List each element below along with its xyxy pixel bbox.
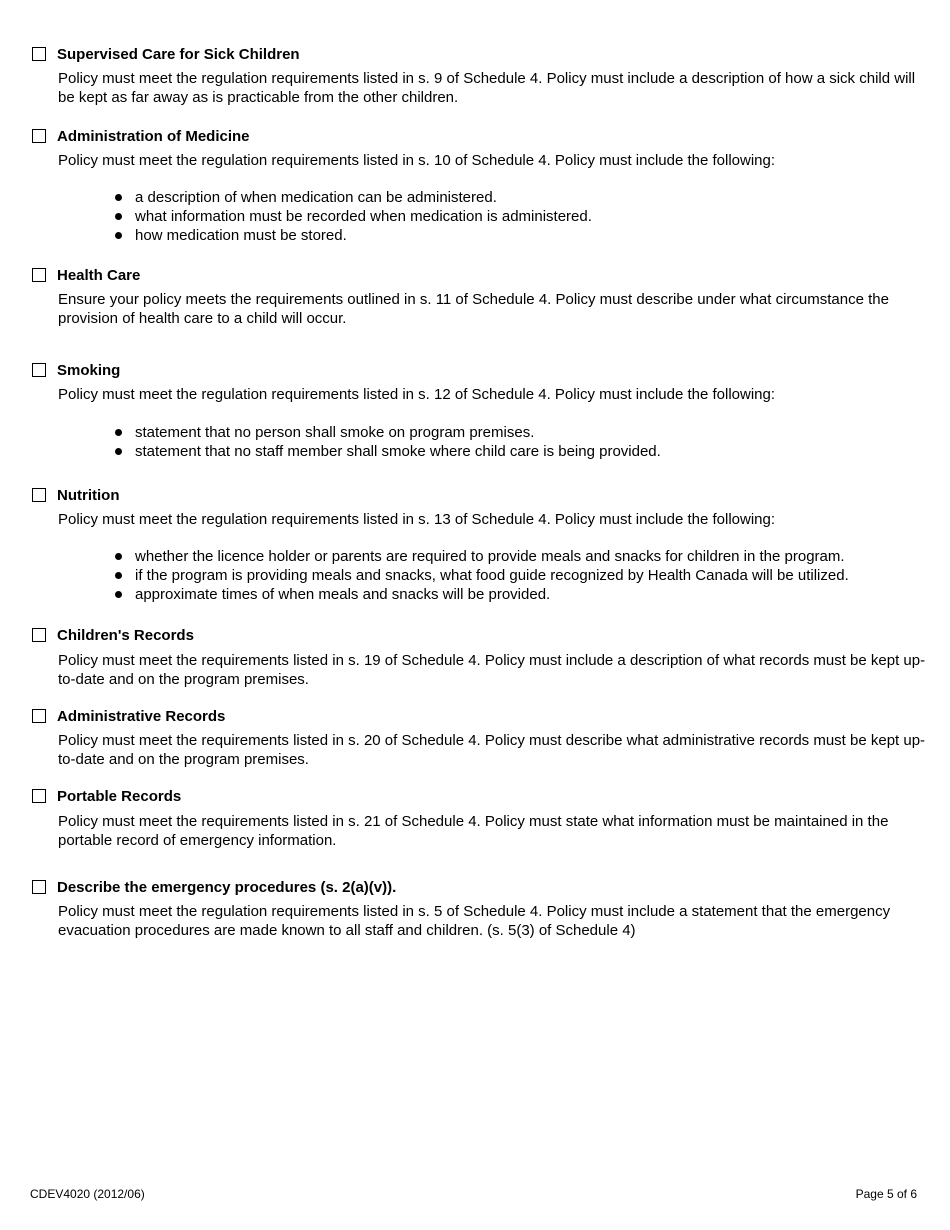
page-number: Page 5 of 6: [855, 1187, 917, 1201]
section-description: Policy must meet the regulation requirements listed in s. 5 of Schedule 4. Policy must include a statement that the emergency evacuation procedures are made known to all staff and children. (s. 5(3) of Schedule 4): [58, 903, 891, 939]
section-description: Policy must meet the requirements listed in s. 20 of Schedule 4. Policy must describe what administrative records must be kept up-to-date and on the program premises.: [58, 732, 926, 768]
bullet-icon: [115, 194, 122, 201]
section-health-care: [0, 267, 950, 328]
section-administrative-records: [0, 708, 950, 769]
section-heading-row: [0, 267, 950, 285]
list-item: what information must be recorded when medication is administered.: [135, 207, 950, 226]
section-title: Portable Records: [57, 788, 182, 805]
section-heading-row: [0, 46, 950, 64]
section-description: Ensure your policy meets the requirements outlined in s. 11 of Schedule 4. Policy must describe under what circumstance the provision of health care to a child will occur.: [58, 291, 889, 327]
bullet-icon: [115, 448, 122, 455]
section-smoking: [0, 362, 950, 461]
section-nutrition: [0, 487, 950, 604]
bullet-list: [135, 547, 950, 604]
bullet-list: [135, 188, 950, 245]
nutrition-checkbox[interactable]: [32, 488, 46, 502]
bullet-icon: [115, 232, 122, 239]
section-title: Children's Records: [57, 627, 194, 644]
list-item: approximate times of when meals and snacks will be provided.: [135, 585, 950, 604]
section-title: Health Care: [57, 267, 141, 284]
childrens-records-checkbox[interactable]: [32, 628, 46, 642]
list-item: how medication must be stored.: [135, 226, 950, 245]
administration-of-medicine-checkbox[interactable]: [32, 129, 46, 143]
section-heading-row: [0, 788, 950, 806]
section-description: Policy must meet the regulation requirements listed in s. 13 of Schedule 4. Policy must include the following:: [58, 511, 776, 528]
supervised-care-checkbox[interactable]: [32, 47, 46, 61]
section-description: Policy must meet the requirements listed in s. 19 of Schedule 4. Policy must include a description of what records must be kept up-to-date and on the program premises.: [58, 652, 926, 688]
section-description: Policy must meet the regulation requirements listed in s. 10 of Schedule 4. Policy must include the following:: [58, 152, 776, 169]
bullet-icon: [115, 572, 122, 579]
section-title: Smoking: [57, 362, 121, 379]
emergency-procedures-checkbox[interactable]: [32, 880, 46, 894]
section-heading-row: [0, 879, 950, 897]
section-portable-records: [0, 788, 950, 850]
section-childrens-records: [0, 627, 950, 689]
section-heading-row: [0, 627, 950, 645]
list-item: statement that no person shall smoke on program premises.: [135, 423, 950, 442]
health-care-checkbox[interactable]: [32, 268, 46, 282]
section-heading-row: [0, 487, 950, 505]
section-description: Policy must meet the regulation requirements listed in s. 9 of Schedule 4. Policy must include a description of how a sick child will be kept as far away as is practicable from the other children.: [58, 70, 916, 106]
list-item: a description of when medication can be administered.: [135, 188, 950, 207]
bullet-icon: [115, 591, 122, 598]
section-emergency-procedures: [0, 879, 950, 940]
bullet-icon: [115, 429, 122, 436]
bullet-icon: [115, 213, 122, 220]
section-title: Administrative Records: [57, 708, 226, 725]
list-item: whether the licence holder or parents are required to provide meals and snacks for children in the program.: [135, 547, 950, 566]
section-description: Policy must meet the regulation requirements listed in s. 12 of Schedule 4. Policy must include the following:: [58, 386, 776, 403]
section-supervised-care: [0, 46, 950, 107]
section-description: Policy must meet the requirements listed in s. 21 of Schedule 4. Policy must state what information must be maintained in the portable record of emergency information.: [58, 813, 889, 849]
section-heading-row: [0, 128, 950, 146]
smoking-checkbox[interactable]: [32, 363, 46, 377]
section-title: Nutrition: [57, 487, 120, 504]
portable-records-checkbox[interactable]: [32, 789, 46, 803]
section-heading-row: [0, 708, 950, 726]
section-administration-of-medicine: [0, 128, 950, 245]
section-title: Describe the emergency procedures (s. 2(a)(v)).: [57, 879, 397, 896]
bullet-icon: [115, 553, 122, 560]
list-item: statement that no staff member shall smoke where child care is being provided.: [135, 442, 950, 461]
section-heading-row: [0, 362, 950, 380]
administrative-records-checkbox[interactable]: [32, 709, 46, 723]
form-id: CDEV4020 (2012/06): [30, 1187, 145, 1201]
section-title: Administration of Medicine: [57, 128, 250, 145]
section-title: Supervised Care for Sick Children: [57, 46, 300, 63]
list-item: if the program is providing meals and snacks, what food guide recognized by Health Canada will be utilized.: [135, 566, 950, 585]
bullet-list: [135, 423, 950, 461]
